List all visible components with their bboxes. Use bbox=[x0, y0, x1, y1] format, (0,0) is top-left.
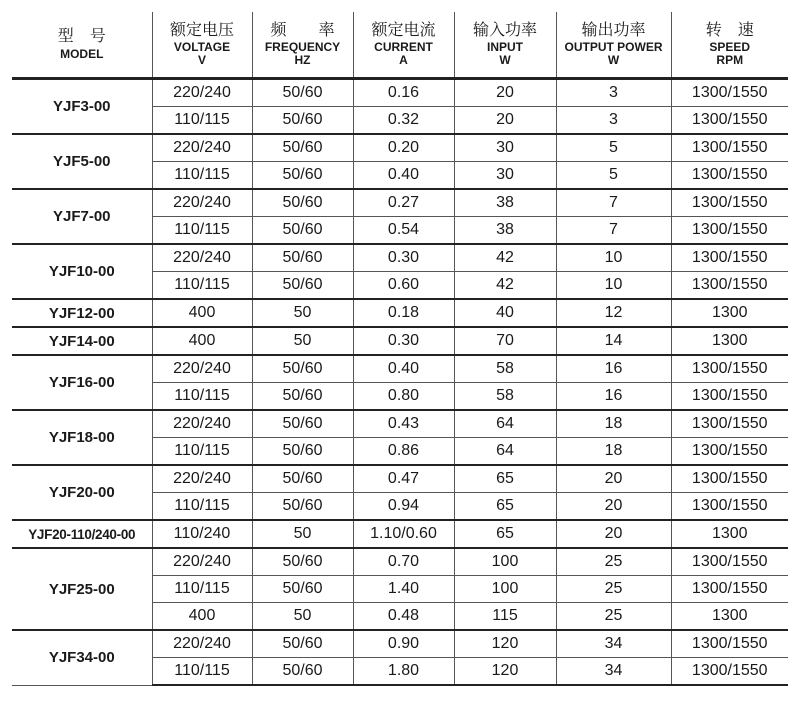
speed-cell: 1300/1550 bbox=[671, 576, 788, 603]
header-row bbox=[12, 12, 788, 79]
table-row bbox=[12, 465, 788, 493]
current-cell: 0.32 bbox=[353, 107, 454, 135]
voltage-cell: 110/115 bbox=[152, 658, 252, 686]
model-cell: YJF5-00 bbox=[12, 134, 152, 189]
speed-cell: 1300/1550 bbox=[671, 630, 788, 658]
table-row bbox=[12, 410, 788, 438]
current-cell: 0.54 bbox=[353, 217, 454, 245]
header-frequency bbox=[252, 12, 353, 79]
output-power-cell: 10 bbox=[556, 272, 671, 300]
speed-cell: 1300 bbox=[671, 520, 788, 548]
frequency-cell: 50/60 bbox=[252, 576, 353, 603]
speed-cell: 1300/1550 bbox=[671, 355, 788, 383]
frequency-cell: 50/60 bbox=[252, 383, 353, 411]
voltage-cell: 220/240 bbox=[152, 410, 252, 438]
model-cell: YJF7-00 bbox=[12, 189, 152, 244]
input-power-cell: 120 bbox=[454, 658, 556, 686]
output-power-cell: 7 bbox=[556, 189, 671, 217]
output-power-cell: 20 bbox=[556, 520, 671, 548]
voltage-cell: 400 bbox=[152, 603, 252, 631]
current-cell: 1.80 bbox=[353, 658, 454, 686]
current-cell: 0.80 bbox=[353, 383, 454, 411]
current-cell: 0.48 bbox=[353, 603, 454, 631]
header-voltage bbox=[152, 12, 252, 79]
header-input-power-cn: 输入功率 bbox=[472, 21, 537, 39]
table-row bbox=[12, 299, 788, 327]
output-power-cell: 25 bbox=[556, 576, 671, 603]
voltage-cell: 110/115 bbox=[152, 493, 252, 521]
header-speed bbox=[671, 12, 788, 79]
header-frequency-en: FREQUENCY bbox=[264, 40, 341, 55]
speed-cell: 1300/1550 bbox=[671, 244, 788, 272]
frequency-cell: 50 bbox=[252, 603, 353, 631]
input-power-cell: 58 bbox=[454, 383, 556, 411]
current-cell: 0.70 bbox=[353, 548, 454, 576]
voltage-cell: 220/240 bbox=[152, 465, 252, 493]
header-speed-unit: RPM bbox=[716, 52, 744, 67]
table-row bbox=[12, 548, 788, 576]
voltage-cell: 220/240 bbox=[152, 134, 252, 162]
output-power-cell: 20 bbox=[556, 493, 671, 521]
current-cell: 0.86 bbox=[353, 438, 454, 466]
frequency-cell: 50/60 bbox=[252, 410, 353, 438]
frequency-cell: 50/60 bbox=[252, 465, 353, 493]
table-row bbox=[12, 189, 788, 217]
voltage-cell: 110/115 bbox=[152, 438, 252, 466]
table-body bbox=[12, 79, 788, 686]
table-row bbox=[12, 520, 788, 548]
frequency-cell: 50/60 bbox=[252, 548, 353, 576]
current-cell: 0.43 bbox=[353, 410, 454, 438]
header-voltage-unit: V bbox=[197, 52, 206, 67]
table-row bbox=[12, 355, 788, 383]
input-power-cell: 58 bbox=[454, 355, 556, 383]
speed-cell: 1300/1550 bbox=[671, 548, 788, 576]
input-power-cell: 20 bbox=[454, 107, 556, 135]
current-cell: 0.47 bbox=[353, 465, 454, 493]
current-cell: 0.90 bbox=[353, 630, 454, 658]
output-power-cell: 18 bbox=[556, 438, 671, 466]
speed-cell: 1300 bbox=[671, 327, 788, 355]
input-power-cell: 115 bbox=[454, 603, 556, 631]
output-power-cell: 34 bbox=[556, 630, 671, 658]
current-cell: 0.94 bbox=[353, 493, 454, 521]
frequency-cell: 50/60 bbox=[252, 162, 353, 190]
output-power-cell: 10 bbox=[556, 244, 671, 272]
voltage-cell: 110/115 bbox=[152, 107, 252, 135]
frequency-cell: 50 bbox=[252, 520, 353, 548]
current-cell: 0.30 bbox=[353, 327, 454, 355]
frequency-cell: 50/60 bbox=[252, 493, 353, 521]
voltage-cell: 110/240 bbox=[152, 520, 252, 548]
voltage-cell: 110/115 bbox=[152, 383, 252, 411]
frequency-cell: 50/60 bbox=[252, 107, 353, 135]
speed-cell: 1300/1550 bbox=[671, 134, 788, 162]
input-power-cell: 38 bbox=[454, 189, 556, 217]
model-cell: YJF12-00 bbox=[12, 299, 152, 327]
model-cell: YJF10-00 bbox=[12, 244, 152, 299]
header-current-en: CURRENT bbox=[374, 40, 433, 55]
header-output-power-cn: 输出功率 bbox=[581, 21, 646, 39]
current-cell: 0.60 bbox=[353, 272, 454, 300]
output-power-cell: 25 bbox=[556, 548, 671, 576]
output-power-cell: 20 bbox=[556, 465, 671, 493]
header-model-cn: 型 号 bbox=[57, 27, 106, 45]
input-power-cell: 30 bbox=[454, 162, 556, 190]
current-cell: 0.30 bbox=[353, 244, 454, 272]
header-model bbox=[12, 12, 152, 79]
speed-cell: 1300/1550 bbox=[671, 189, 788, 217]
speed-cell: 1300/1550 bbox=[671, 493, 788, 521]
frequency-cell: 50/60 bbox=[252, 217, 353, 245]
speed-cell: 1300/1550 bbox=[671, 162, 788, 190]
output-power-cell: 14 bbox=[556, 327, 671, 355]
speed-cell: 1300 bbox=[671, 299, 788, 327]
voltage-cell: 220/240 bbox=[152, 630, 252, 658]
input-power-cell: 20 bbox=[454, 79, 556, 107]
header-input-power-unit: W bbox=[499, 52, 511, 67]
voltage-cell: 220/240 bbox=[152, 244, 252, 272]
output-power-cell: 3 bbox=[556, 79, 671, 107]
voltage-cell: 220/240 bbox=[152, 189, 252, 217]
output-power-cell: 12 bbox=[556, 299, 671, 327]
voltage-cell: 400 bbox=[152, 299, 252, 327]
header-input-power bbox=[454, 12, 556, 79]
input-power-cell: 38 bbox=[454, 217, 556, 245]
voltage-cell: 110/115 bbox=[152, 576, 252, 603]
frequency-cell: 50/60 bbox=[252, 244, 353, 272]
current-cell: 0.27 bbox=[353, 189, 454, 217]
input-power-cell: 30 bbox=[454, 134, 556, 162]
frequency-cell: 50/60 bbox=[252, 134, 353, 162]
input-power-cell: 42 bbox=[454, 244, 556, 272]
model-cell: YJF3-00 bbox=[12, 79, 152, 135]
table-row bbox=[12, 79, 788, 107]
voltage-cell: 220/240 bbox=[152, 79, 252, 107]
current-cell: 0.40 bbox=[353, 162, 454, 190]
speed-cell: 1300/1550 bbox=[671, 107, 788, 135]
table-row bbox=[12, 327, 788, 355]
model-cell: YJF18-00 bbox=[12, 410, 152, 465]
header-output-power bbox=[556, 12, 671, 79]
header-output-power-unit: W bbox=[607, 52, 620, 67]
frequency-cell: 50/60 bbox=[252, 630, 353, 658]
frequency-cell: 50/60 bbox=[252, 79, 353, 107]
header-speed-cn: 转 速 bbox=[705, 21, 754, 39]
input-power-cell: 65 bbox=[454, 520, 556, 548]
header-model-en: MODEL bbox=[60, 46, 104, 61]
header-input-power-en: INPUT bbox=[487, 40, 523, 55]
table-row bbox=[12, 244, 788, 272]
output-power-cell: 34 bbox=[556, 658, 671, 686]
frequency-cell: 50/60 bbox=[252, 355, 353, 383]
input-power-cell: 100 bbox=[454, 576, 556, 603]
voltage-cell: 220/240 bbox=[152, 355, 252, 383]
frequency-cell: 50/60 bbox=[252, 189, 353, 217]
output-power-cell: 7 bbox=[556, 217, 671, 245]
current-cell: 1.40 bbox=[353, 576, 454, 603]
frequency-cell: 50/60 bbox=[252, 272, 353, 300]
frequency-cell: 50/60 bbox=[252, 438, 353, 466]
motor-spec-table bbox=[12, 12, 788, 686]
model-cell: YJF20-00 bbox=[12, 465, 152, 520]
speed-cell: 1300/1550 bbox=[671, 658, 788, 686]
speed-cell: 1300/1550 bbox=[671, 438, 788, 466]
voltage-cell: 110/115 bbox=[152, 272, 252, 300]
model-cell: YJF16-00 bbox=[12, 355, 152, 410]
header-voltage-en: VOLTAGE bbox=[173, 40, 231, 55]
input-power-cell: 64 bbox=[454, 410, 556, 438]
frequency-cell: 50/60 bbox=[252, 658, 353, 686]
header-frequency-cn: 频 率 bbox=[270, 21, 335, 39]
header-speed-en: SPEED bbox=[709, 40, 751, 55]
voltage-cell: 110/115 bbox=[152, 162, 252, 190]
speed-cell: 1300/1550 bbox=[671, 465, 788, 493]
output-power-cell: 5 bbox=[556, 134, 671, 162]
current-cell: 0.18 bbox=[353, 299, 454, 327]
input-power-cell: 120 bbox=[454, 630, 556, 658]
frequency-cell: 50 bbox=[252, 299, 353, 327]
table-row bbox=[12, 134, 788, 162]
header-voltage-cn: 额定电压 bbox=[169, 21, 234, 39]
speed-cell: 1300/1550 bbox=[671, 383, 788, 411]
output-power-cell: 16 bbox=[556, 355, 671, 383]
header-output-power-en: OUTPUT POWER bbox=[564, 40, 663, 55]
model-cell: YJF34-00 bbox=[12, 630, 152, 685]
input-power-cell: 70 bbox=[454, 327, 556, 355]
model-cell: YJF14-00 bbox=[12, 327, 152, 355]
voltage-cell: 220/240 bbox=[152, 548, 252, 576]
speed-cell: 1300/1550 bbox=[671, 272, 788, 300]
input-power-cell: 42 bbox=[454, 272, 556, 300]
header-current-unit: A bbox=[399, 52, 408, 67]
model-cell: YJF20-110/240-00 bbox=[12, 520, 152, 548]
input-power-cell: 65 bbox=[454, 493, 556, 521]
input-power-cell: 100 bbox=[454, 548, 556, 576]
input-power-cell: 64 bbox=[454, 438, 556, 466]
current-cell: 1.10/0.60 bbox=[353, 520, 454, 548]
input-power-cell: 65 bbox=[454, 465, 556, 493]
output-power-cell: 5 bbox=[556, 162, 671, 190]
frequency-cell: 50 bbox=[252, 327, 353, 355]
current-cell: 0.20 bbox=[353, 134, 454, 162]
speed-cell: 1300/1550 bbox=[671, 79, 788, 107]
speed-cell: 1300 bbox=[671, 603, 788, 631]
input-power-cell: 40 bbox=[454, 299, 556, 327]
current-cell: 0.40 bbox=[353, 355, 454, 383]
output-power-cell: 18 bbox=[556, 410, 671, 438]
header-frequency-unit: HZ bbox=[294, 52, 311, 67]
current-cell: 0.16 bbox=[353, 79, 454, 107]
table-row bbox=[12, 630, 788, 658]
output-power-cell: 3 bbox=[556, 107, 671, 135]
header-current-cn: 额定电流 bbox=[371, 21, 436, 39]
voltage-cell: 110/115 bbox=[152, 217, 252, 245]
output-power-cell: 16 bbox=[556, 383, 671, 411]
speed-cell: 1300/1550 bbox=[671, 410, 788, 438]
output-power-cell: 25 bbox=[556, 603, 671, 631]
header-current bbox=[353, 12, 454, 79]
voltage-cell: 400 bbox=[152, 327, 252, 355]
speed-cell: 1300/1550 bbox=[671, 217, 788, 245]
model-cell: YJF25-00 bbox=[12, 548, 152, 630]
